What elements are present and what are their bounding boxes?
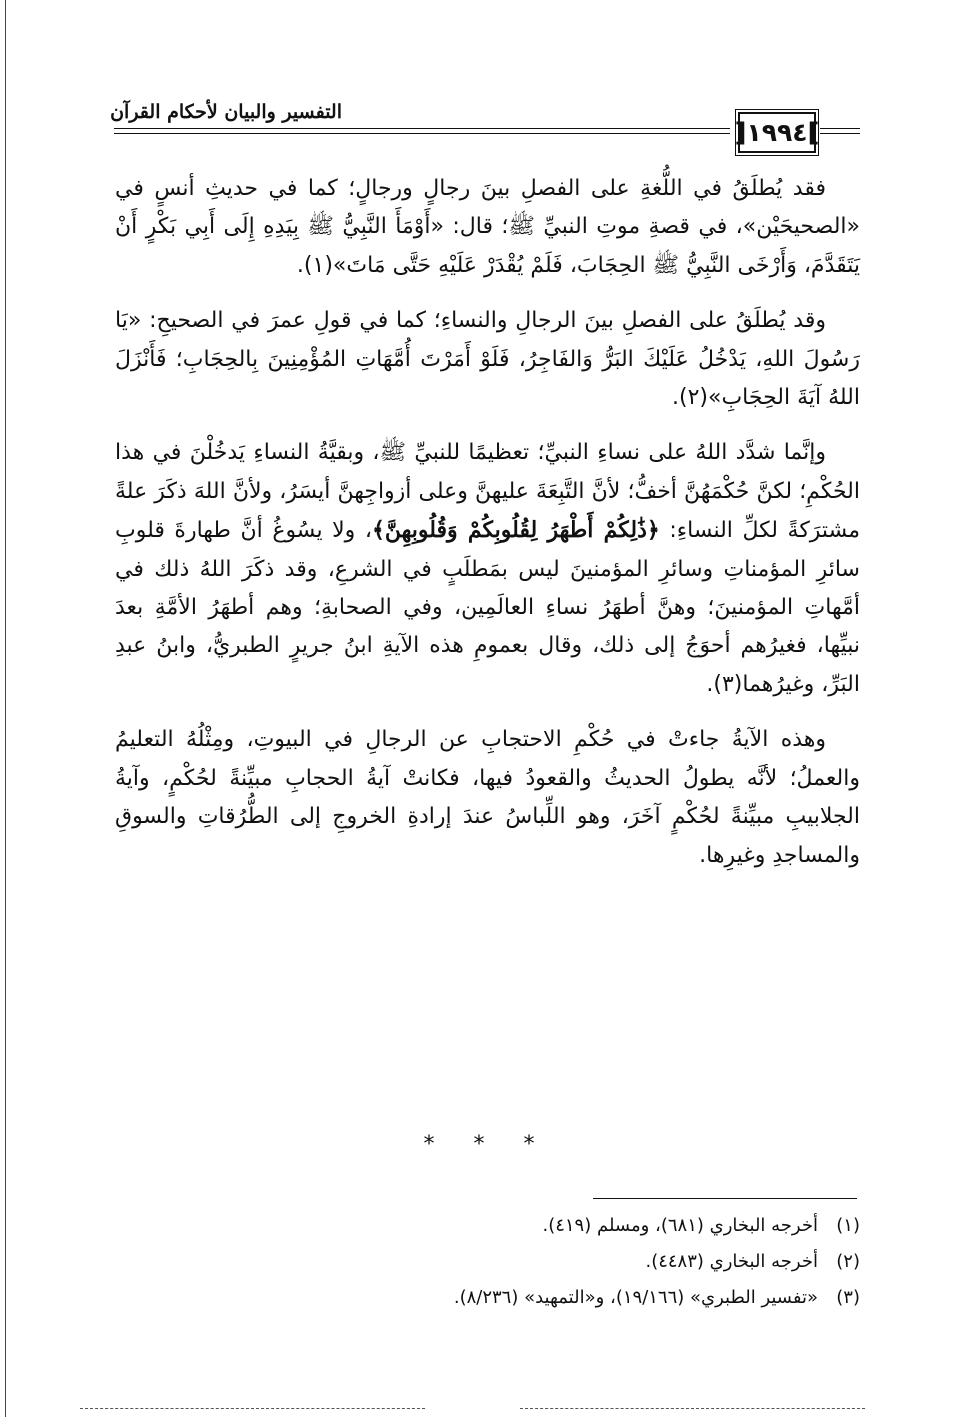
quran-verse: ﴿ذَٰلِكُمْ أَطْهَرُ لِقُلُوبِكُمْ وَقُلُوبِهِنَّ﴾ [371,517,660,544]
paragraph-3-lead: وإنَّما شدَّد اللهُ على نساءِ النبيِّ؛ تعظيمًا للنبيِّ ﷺ، وبقيَّةُ النساءِ يَدخُلْنَ في هذا الحُكْمِ؛ لكنَّ حُكْمَهُنَّ أخفُّ؛ لأنَّ التَّبِعَةَ عليهنَّ وعلى أزواجِهنَّ أيسَرُ، ولأنَّ اللهَ ذكَرَ علةً مشترَكةً لكلِّ النساءِ: [115,440,860,544]
footnote-text: أخرجه البخاري (٤٤٨٣). [645,1251,818,1272]
page-number-bracket-right: ] [807,117,820,148]
running-header-title: التفسير والبيان لأحكام القرآن [110,101,342,123]
footnote-number: (١) [836,1215,860,1236]
footnote-number: (٣) [836,1287,860,1308]
footnote-text: «تفسير الطبري» (١٩/١٦٦)، و«التمهيد» (٨/٢٣٦). [453,1287,818,1308]
header-rule-long [114,128,730,129]
footnote-rule [593,1198,857,1199]
main-text [115,170,860,875]
footnote [300,1208,860,1244]
section-separator: * * * [423,1132,551,1157]
paragraph-3 [115,434,860,704]
header-rule-short [820,128,860,129]
paragraph-1: فقد يُطلَقُ في اللُّغةِ على الفصلِ بينَ رجالٍ ورجالٍ؛ كما في حديثِ أنسٍ في «الصحيحَيْن»، في قصةِ موتِ النبيِّ ﷺ؛ قال: «أَوْمَأَ النَّبِيُّ ﷺ بِيَدِهِ إِلَى أَبِي بَكْرٍ أَنْ يَتَقَدَّمَ، وَأَرْخَى النَّبِيُّ ﷺ الحِجَابَ، فَلَمْ يُقْدَرْ عَلَيْهِ حَتَّى مَاتَ»(١). [115,176,860,278]
footnotes [300,1208,860,1316]
page-number: ١٩٩٤ [746,118,808,147]
page-number-box [734,112,820,153]
paragraph-2: وقد يُطلَقُ على الفصلِ بينَ الرجالِ والنساءِ؛ كما في قولِ عمرَ في الصحيحِ: «يَا رَسُولَ اللهِ، يَدْخُلُ عَلَيْكَ البَرُّ وَالفَاجِرُ، فَلَوْ أَمَرْتَ أُمَّهَاتِ المُؤْمِنِينَ بِالحِجَابِ؛ فَأَنْزَلَ اللهُ آيَةَ الحِجَابِ»(٢). [115,308,860,411]
footnote [300,1244,860,1280]
bottom-scan-line-right [520,1408,865,1409]
footnote-number: (٢) [836,1251,860,1272]
scan-edge-line [5,0,6,1417]
footnote-text: أخرجه البخاري (٦٨١)، ومسلم (٤١٩). [542,1215,818,1236]
footnote [300,1280,860,1316]
paragraph-3-tail: ، ولا يسُوغُ أنَّ طهارةَ قلوبِ سائرِ المؤمناتِ وسائرِ المؤمنينَ ليس بمَطلَبٍ في الشرعِ، وقد ذكَرَ اللهُ ذلك في أمَّهاتِ المؤمنينَ؛ وهنَّ أطهَرُ نساءِ العالَمِين، وفي الصحابةِ؛ وهم أطهَرُ الأمَّةِ بعدَ نبيِّها، فغيرُهم أحوَجُ إلى ذلك، وقال بعمومِ هذه الآيةِ ابنُ جريرٍ الطبريُّ، وابنُ عبدِ البَرِّ، وغيرُهما(٣). [115,518,860,697]
page-number-bracket-left: [ [734,117,747,148]
header-rule-short-2 [820,133,860,134]
header-rule-long-2 [114,133,730,134]
paragraph-4: وهذه الآيةُ جاءتْ في حُكْمِ الاحتجابِ عن الرجالِ في البيوتِ، ومِثْلُهُ التعليمُ والعملُ؛ لأنَّه يطولُ الحديثُ والقعودُ فيها، فكانتْ آيةُ الحجابِ مبيِّنةً لحُكْمٍ، وآيةُ الجلابيبِ مبيِّنةً لحُكْمٍ آخَرَ، وهو اللِّباسُ عندَ إرادةِ الخروجِ إلى الطُّرُقاتِ والسوقِ والمساجدِ وغيرِها. [115,727,860,868]
bottom-scan-line-left [80,1408,425,1409]
